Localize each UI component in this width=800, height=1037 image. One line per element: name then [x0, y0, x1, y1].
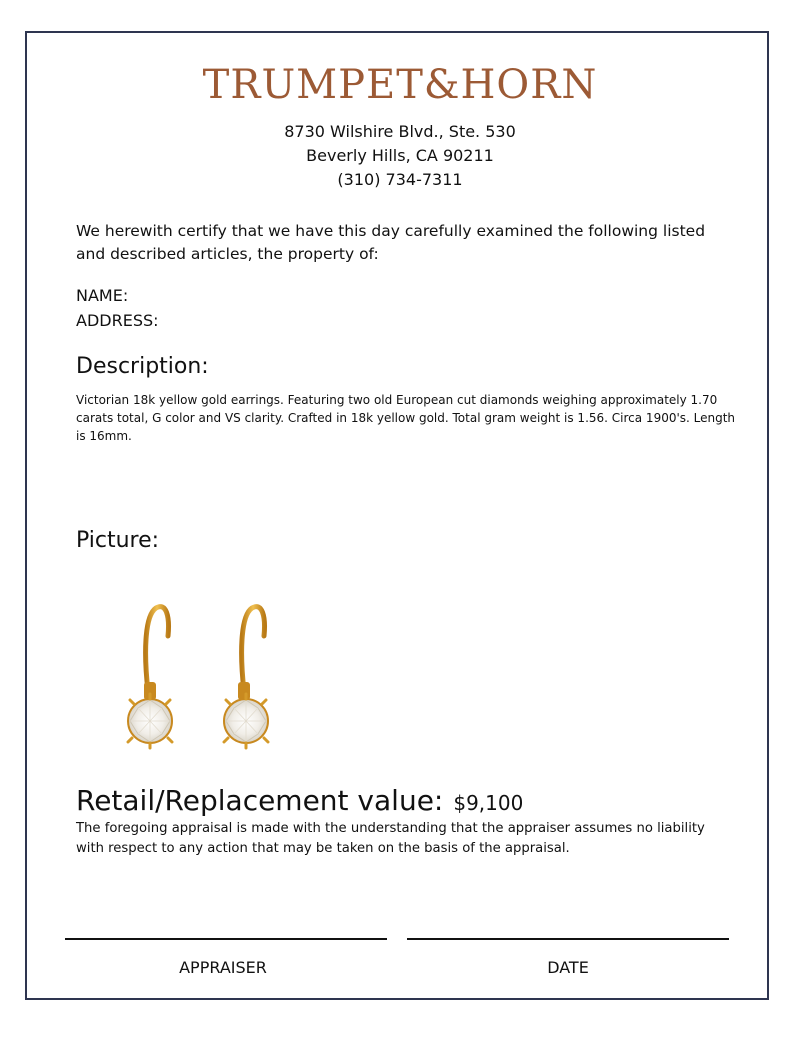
retail-value-price: $9,100: [453, 791, 524, 815]
address-line-2: Beverly Hills, CA 90211: [306, 146, 494, 165]
name-label: NAME:: [76, 286, 129, 305]
left-earring: [128, 607, 172, 748]
certification-intro: We herewith certify that we have this day carefully examined the following listed and described articles, the property of:: [76, 222, 706, 263]
right-earring: [224, 607, 268, 748]
retail-value-label: Retail/Replacement value:: [76, 784, 444, 817]
appraiser-label: APPRAISER: [179, 958, 267, 977]
disclaimer-text: The foregoing appraisal is made with the understanding that the appraiser assumes no liability with respect to any action that may be taken on the basis of the appraisal.: [76, 821, 705, 856]
retail-value: [76, 784, 523, 817]
date-signature-line: [407, 938, 729, 940]
brand-logo: TRUMPET&HORN: [202, 62, 598, 108]
appraiser-signature-line: [65, 938, 387, 940]
date-label: DATE: [547, 958, 589, 977]
address-label: ADDRESS:: [76, 311, 159, 330]
phone-number: (310) 734-7311: [337, 170, 463, 189]
address-line-1: 8730 Wilshire Blvd., Ste. 530: [284, 122, 516, 141]
picture-heading: Picture:: [76, 528, 160, 553]
description-heading: Description:: [76, 354, 209, 379]
earrings-photo: [120, 596, 300, 761]
description-text: Victorian 18k yellow gold earrings. Featuring two old European cut diamonds weighing approximately 1.70 carats total, G color and VS clarity. Crafted in 18k yellow gold. Total gram weight is 1.56. Circa 1900's. Length is 16mm.: [76, 393, 736, 443]
